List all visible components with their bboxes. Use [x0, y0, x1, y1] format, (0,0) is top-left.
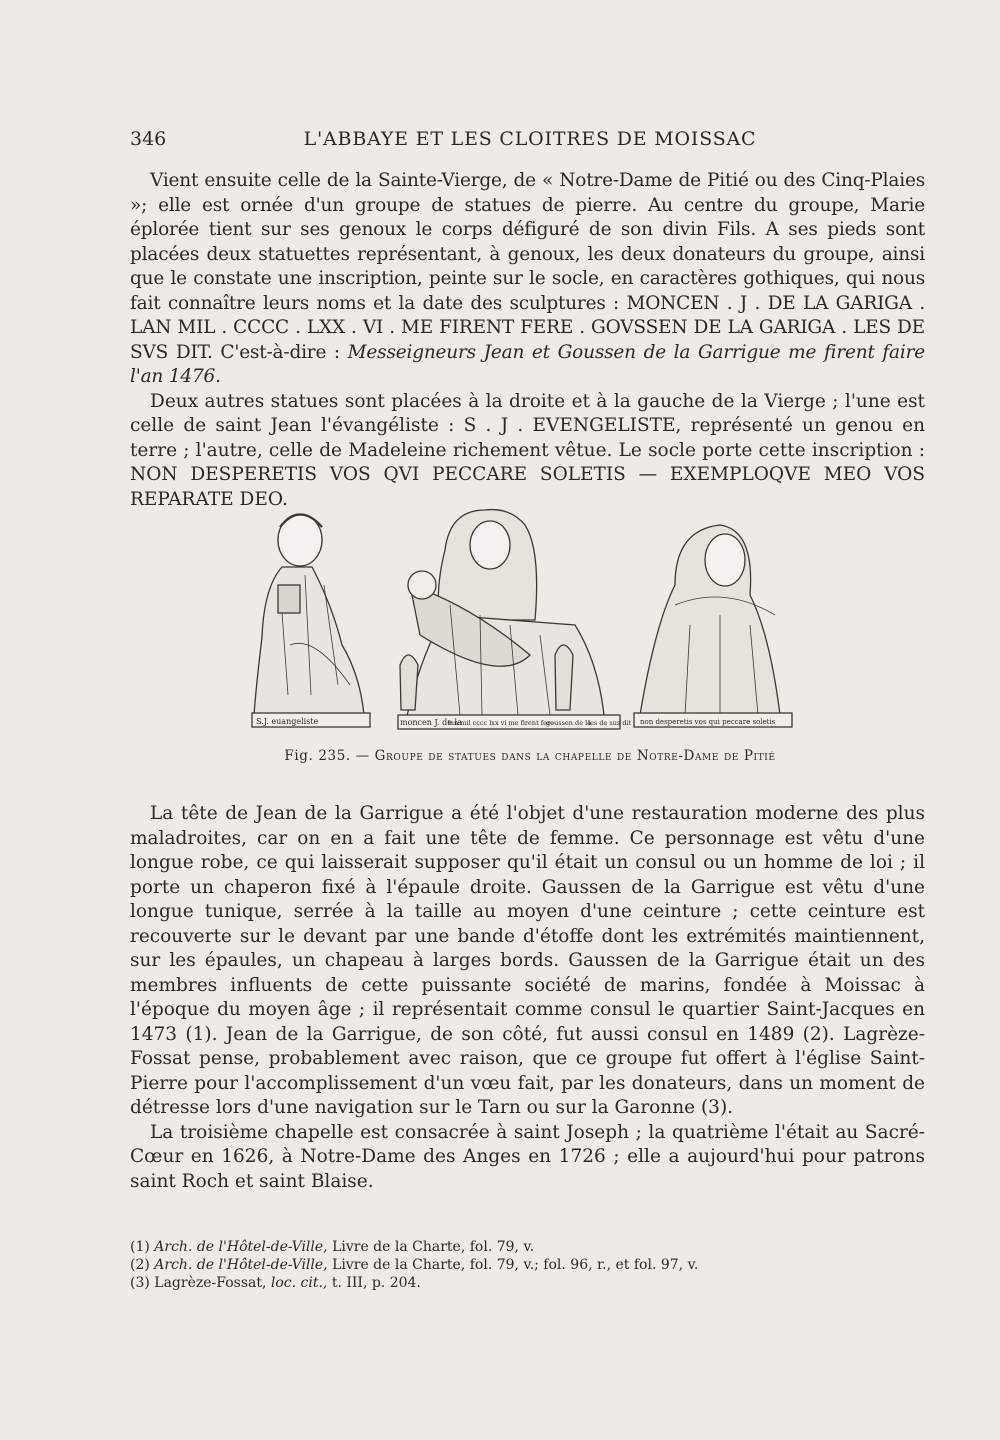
- base-label-center-d: les de sus dit: [588, 719, 632, 727]
- figure-number: Fig. 235. —: [284, 748, 375, 764]
- figure-caption: [220, 748, 840, 764]
- paragraph-restoration: La tête de Jean de la Garrigue a été l'objet d'une restauration moderne des plus maladroites, car on en a fait une tête de femme. Ce personnage est vêtu d'une longue robe, ce qui laisserait supposer qu'il était un consul ou un homme de loi ; il porte un chaperon fixé à l'épaule droite. Gaussen de la Garrigue est vêtu d'une longue tunique, serrée à la taille au moyen d'une ceinture ; cette ceinture est recouverte sur le devant par une bande d'étoffe dont les extrémités maintiennent, sur les épaules, un chapeau à larges bords. Gaussen de la Garrigue était un des membres influents de cette puissante société de marins, fondée à Moissac à l'époque du moyen âge ; il représentait comme consul le quartier Saint-Jacques en 1473 (1). Jean de la Garrigue, de son côté, fut aussi consul en 1489 (2). Lagrèze-Fossat pense, probablement avec raison, que ce groupe fut offert à l'église Saint-Pierre pour l'accomplissement d'un vœu fait, par les donateurs, dans un moment de détresse lors d'une navigation sur le Tarn ou sur la Garonne (3).: [130, 803, 925, 1118]
- footnote-source: Arch. de l'Hôtel-de-Ville,: [154, 1257, 328, 1273]
- footnote-ref: Livre de la Charte, fol. 79, v.; fol. 96, r., et fol. 97, v.: [327, 1257, 699, 1273]
- base-label-center-a: moncen J. de la: [400, 718, 462, 727]
- footnote-author: Lagrèze-Fossat,: [154, 1275, 271, 1291]
- base-label-left: S.J. euangeliste: [256, 717, 319, 726]
- footnote-ref: t. III, p. 204.: [327, 1275, 421, 1291]
- italic-translation: Messeigneurs Jean et Goussen de la Garrigue me firent faire l'an 1476.: [130, 341, 925, 387]
- magdalene-statue: [640, 525, 780, 715]
- paragraph-text: Vient ensuite celle de la Sainte-Vierge, de « Notre-Dame de Pitié ou des Cinq-Plaies »; elle est ornée d'un groupe de statues de pierre. Au centre du groupe, Marie éplorée tient sur ses genoux le corps défiguré de son divin Fils. A ses pieds sont placées deux statuettes représentant, à genoux, les deux donateurs du groupe, ainsi que le constate une inscription, peinte sur le socle, en caractères gothiques, qui nous fait connaître leurs noms et la date des sculptures : MONCEN . J . DE LA GARIGA . LAN MIL . CCCC . LXX . VI . ME FIRENT FERE . GOVSSEN DE LA GARIGA . LES DE SVS DIT.: [130, 170, 925, 363]
- paragraph-third-chapel: La troisième chapelle est consacrée à saint Joseph ; la quatrième l'était au Sacré-Cœur en 1626, à Notre-Dame des Anges en 1726 ; elle a aujourd'hui pour patrons saint Roch et saint Blaise.: [130, 1121, 925, 1192]
- paragraph-two-statues: Deux autres statues sont placées à la droite et à la gauche de la Vierge ; l'une est celle de saint Jean l'évangéliste : S . J . EVENGELISTE, représenté un genou en terre ; l'autre, celle de Madeleine richement vêtue. Le socle porte cette inscription : NON DESPERETIS VOS QVI PECCARE SOLETIS — EXEMPLOQVE MEO VOS REPARATE DEO.: [130, 390, 925, 510]
- running-title: L'ABBAYE ET LES CLOITRES DE MOISSAC: [303, 128, 757, 150]
- base-label-right: non desperetis vos qui peccare soletis: [640, 718, 776, 726]
- footnotes: [130, 1238, 930, 1292]
- saint-john-statue: [254, 514, 364, 715]
- paragraph-lead: C'est-à-dire :: [220, 341, 348, 363]
- pieta-statue: [400, 510, 605, 725]
- base-label-center-b: lan mil cccc lxx vi me firent fere: [448, 719, 554, 727]
- footnote-number: (2): [130, 1257, 155, 1273]
- footnote-source: Arch. de l'Hôtel-de-Ville,: [154, 1239, 328, 1255]
- paragraph-chapel-virgin: [130, 169, 925, 390]
- page-header: [130, 128, 930, 154]
- statues-engraving: [250, 505, 795, 740]
- footnote: [130, 1256, 930, 1274]
- text-block-bottom: [130, 802, 925, 1194]
- footnote-number: (3): [130, 1275, 155, 1291]
- statue-group-illustration: [250, 505, 795, 740]
- footnote-number: (1): [130, 1239, 155, 1255]
- figure-caption-text: Groupe de statues dans la chapelle de Notre-Dame de Pitié: [374, 748, 776, 764]
- base-label-center-c: goussen de la: [546, 719, 592, 727]
- text-block-top: [130, 169, 925, 512]
- footnote-source: loc. cit.,: [270, 1275, 328, 1291]
- footnote: [130, 1238, 930, 1256]
- footnote-ref: Livre de la Charte, fol. 79, v.: [327, 1239, 535, 1255]
- page-number: 346: [130, 128, 167, 150]
- footnote: [130, 1274, 930, 1292]
